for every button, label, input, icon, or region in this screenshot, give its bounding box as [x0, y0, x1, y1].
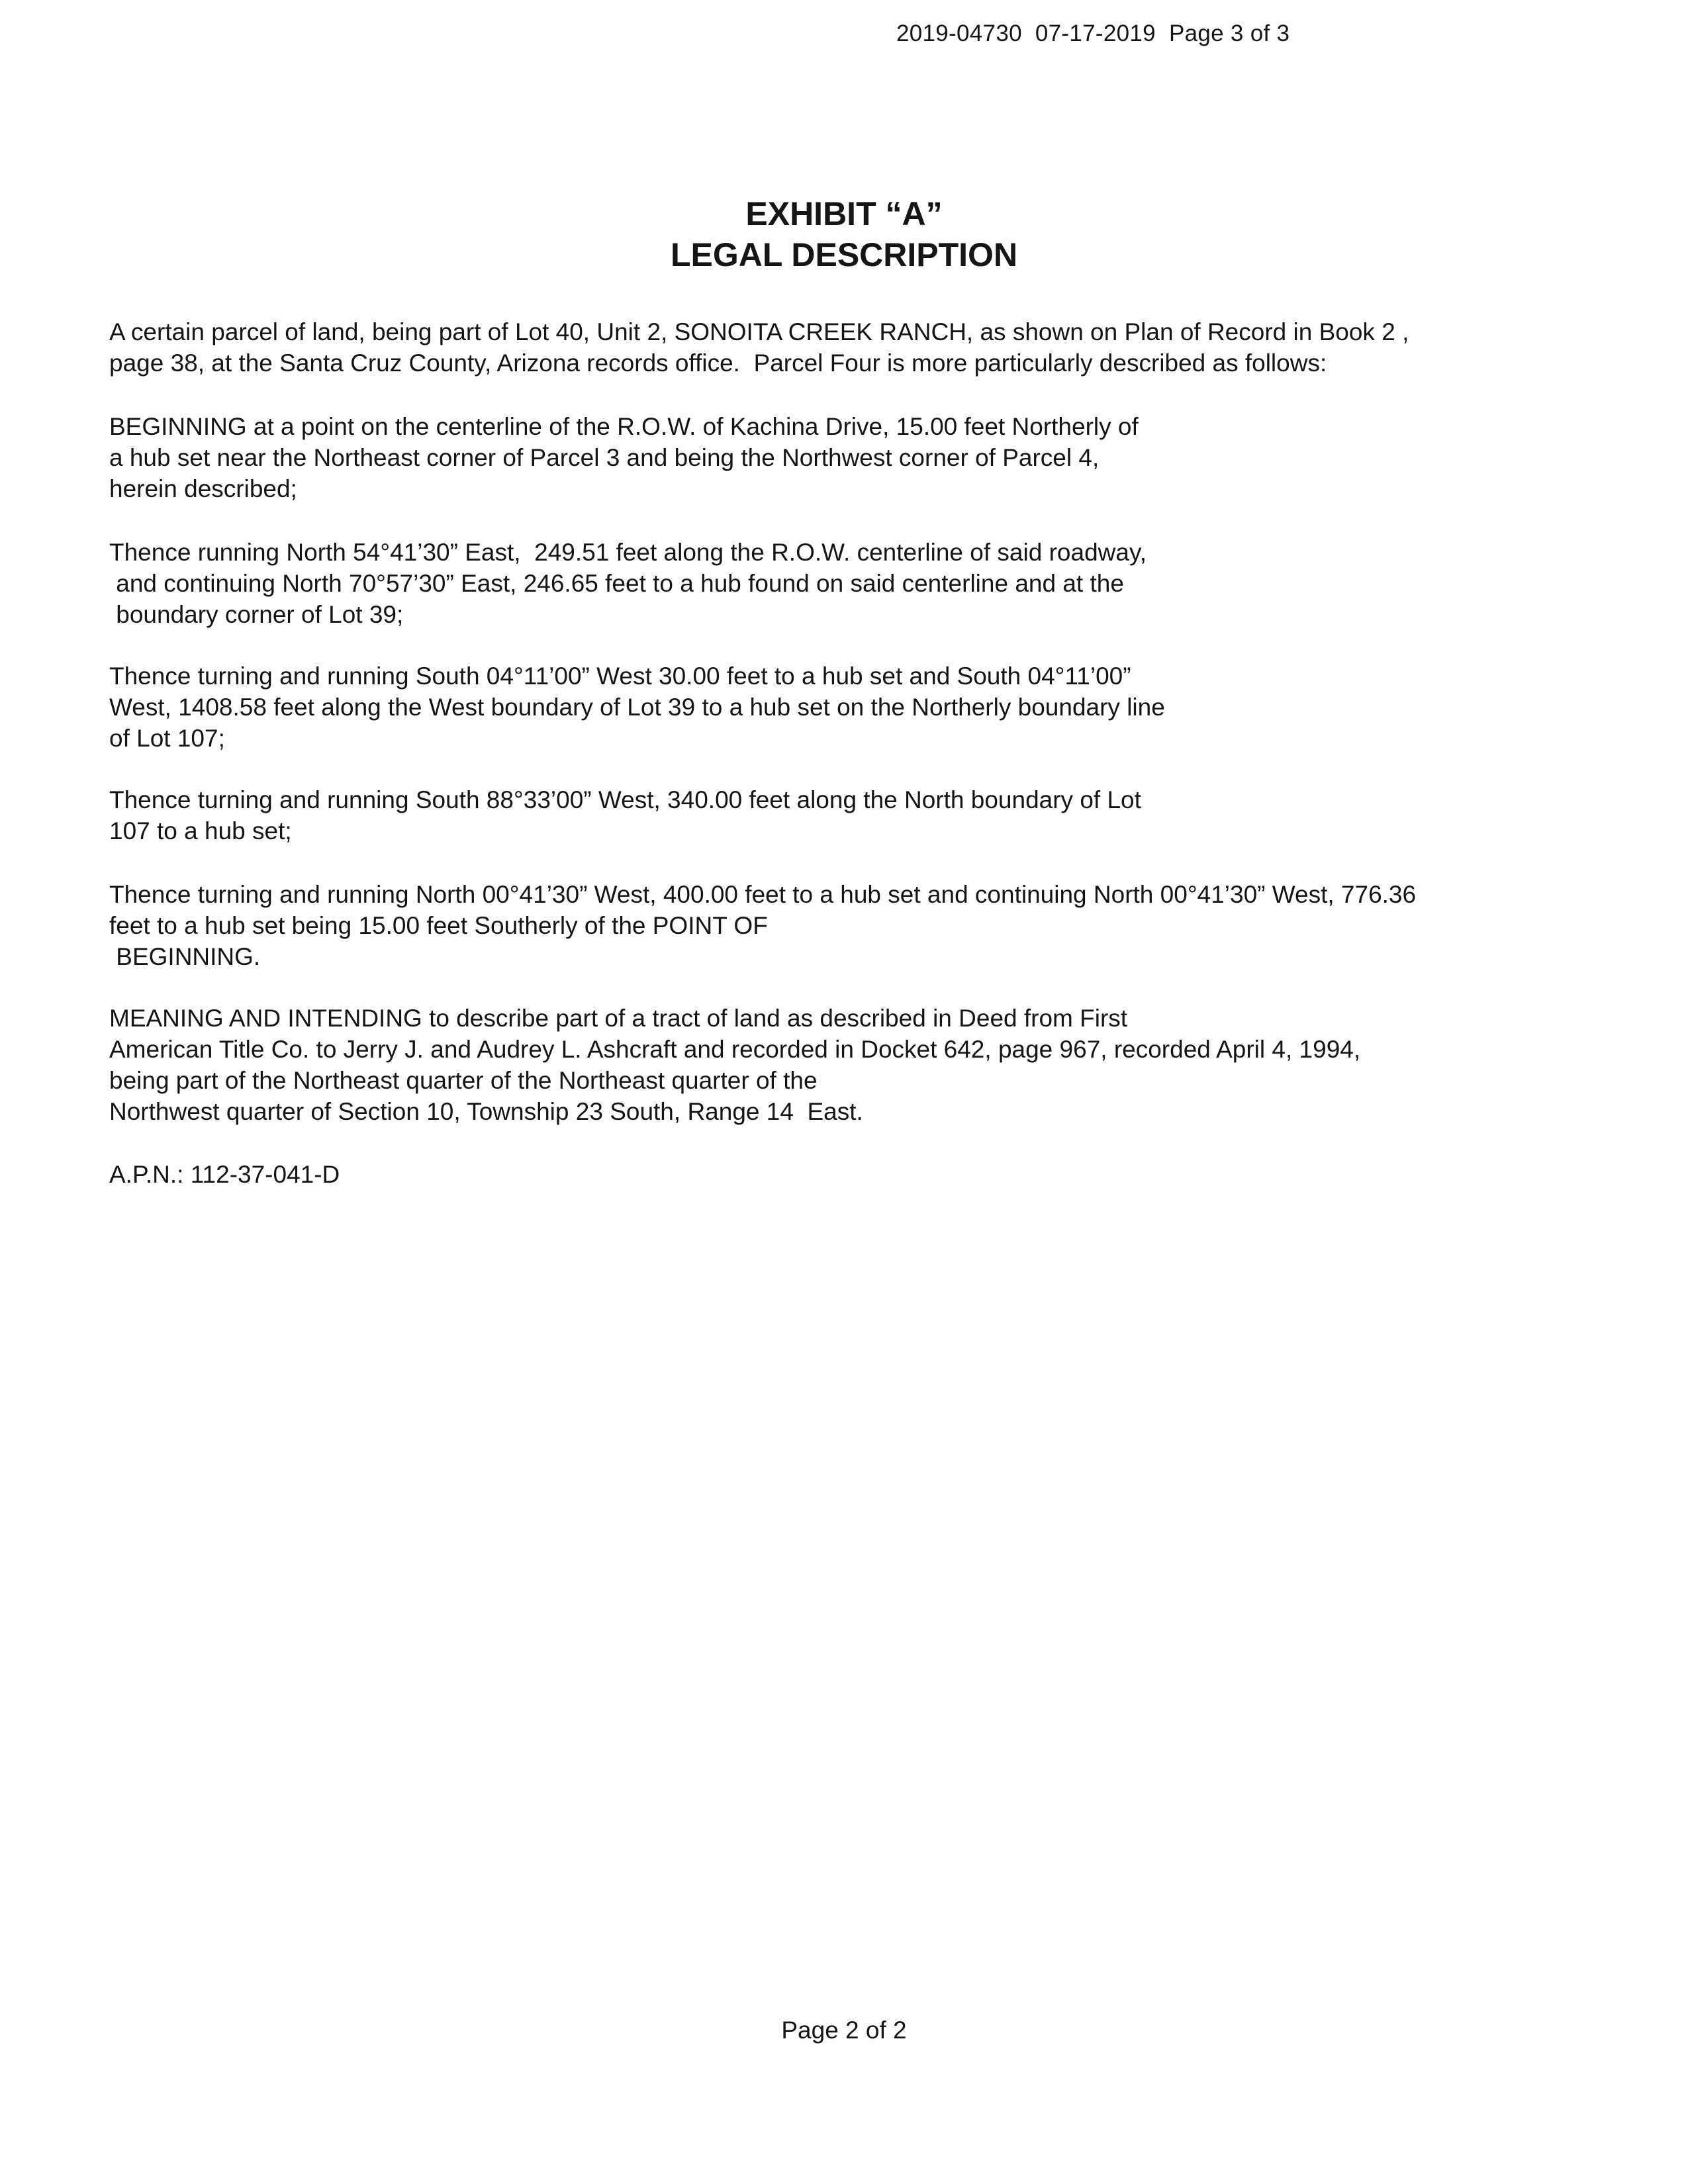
paragraph-7-line-4: Northwest quarter of Section 10, Township 23 South, Range 14 East.	[109, 1098, 863, 1125]
paragraph-2-line-2: a hub set near the Northeast corner of Parcel 3 and being the Northwest corner of Parcel 4,	[109, 444, 1100, 471]
paragraph-6-line-3: BEGINNING.	[109, 943, 261, 970]
paragraph-2-line-1: BEGINNING at a point on the centerline of the R.O.W. of Kachina Drive, 15.00 feet Northerly of	[109, 413, 1139, 440]
paragraph-3-line-1: Thence running North 54°41’30” East, 249.51 feet along the R.O.W. centerline of said roadway,	[109, 539, 1147, 566]
exhibit-title: EXHIBIT “A”	[745, 195, 943, 232]
legal-description-title: LEGAL DESCRIPTION	[670, 236, 1018, 273]
paragraph-3-line-3: boundary corner of Lot 39;	[109, 601, 404, 628]
paragraph-2-line-3: herein described;	[109, 475, 297, 502]
paragraph-4-line-3: of Lot 107;	[109, 725, 225, 752]
paragraph-6-line-2: feet to a hub set being 15.00 feet Southerly of the POINT OF	[109, 912, 768, 939]
paragraph-7-line-2: American Title Co. to Jerry J. and Audrey L. Ashcraft and recorded in Docket 642, page 967, recorded April 4, 1994,	[109, 1036, 1361, 1063]
paragraph-7-line-1: MEANING AND INTENDING to describe part of a tract of land as described in Deed from First	[109, 1005, 1128, 1032]
paragraph-4-line-2: West, 1408.58 feet along the West boundary of Lot 39 to a hub set on the Northerly boundary line	[109, 694, 1165, 721]
paragraph-5-line-1: Thence turning and running South 88°33’00” West, 340.00 feet along the North boundary of Lot	[109, 786, 1141, 813]
page-number: Page 2 of 2	[781, 2017, 907, 2044]
paragraph-6-line-1: Thence turning and running North 00°41’30” West, 400.00 feet to a hub set and continuing North 00°41’30” West, 776.36	[109, 881, 1417, 908]
paragraph-4-line-1: Thence turning and running South 04°11’00” West 30.00 feet to a hub set and South 04°11’00”	[109, 662, 1131, 690]
paragraph-5-line-2: 107 to a hub set;	[109, 817, 292, 844]
paragraph-7-line-3: being part of the Northeast quarter of the Northeast quarter of the	[109, 1067, 818, 1094]
paragraph-1-line-2: page 38, at the Santa Cruz County, Arizona records office. Parcel Four is more particularly described as follows:	[109, 349, 1327, 377]
apn-line: A.P.N.: 112-37-041-D	[109, 1161, 340, 1188]
title-block	[0, 193, 1688, 275]
recording-stamp: 2019-04730 07-17-2019 Page 3 of 3	[896, 21, 1290, 46]
paragraph-1-line-1: A certain parcel of land, being part of Lot 40, Unit 2, SONOITA CREEK RANCH, as shown on Plan of Record in Book 2 ,	[109, 318, 1409, 345]
paragraph-3-line-2: and continuing North 70°57’30” East, 246.65 feet to a hub found on said centerline and at the	[109, 570, 1124, 597]
